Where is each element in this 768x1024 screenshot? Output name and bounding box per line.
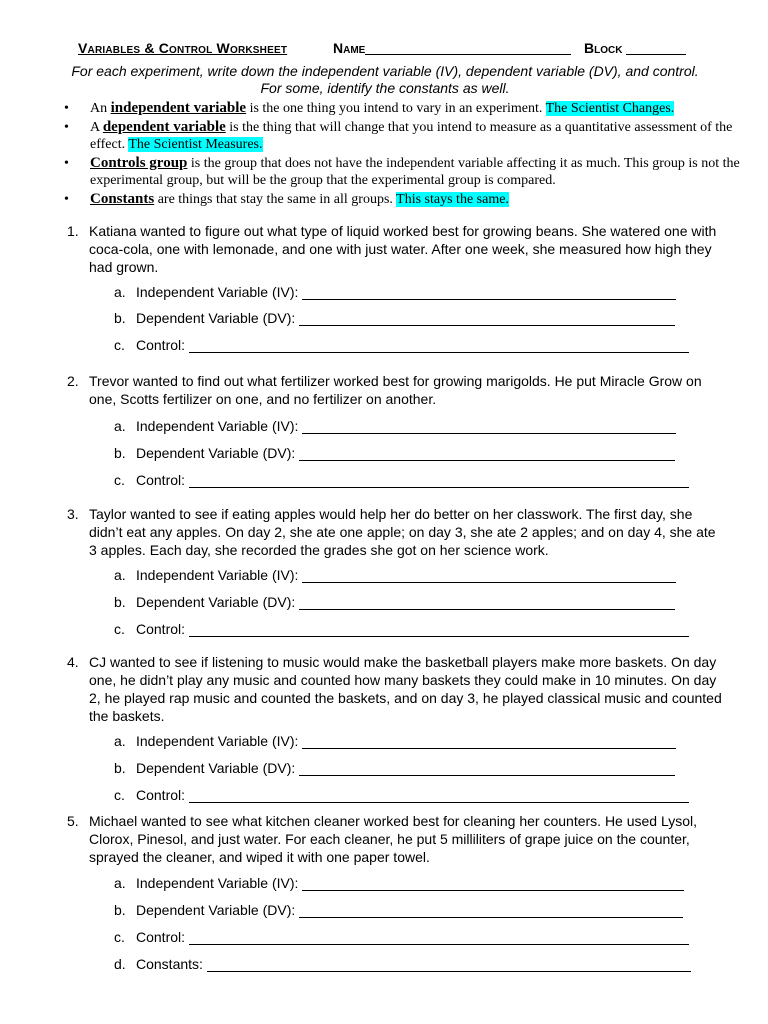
answer-blank[interactable] xyxy=(189,789,689,803)
question-number: 1. xyxy=(67,223,79,239)
item-letter: a. xyxy=(114,875,126,891)
item-label: Dependent Variable (DV): xyxy=(136,310,296,326)
item-letter: b. xyxy=(114,445,126,461)
definition-term: independent variable xyxy=(110,100,247,116)
answer-iv xyxy=(114,732,676,750)
definition-item xyxy=(62,119,742,154)
question-number: 2. xyxy=(67,373,79,389)
instructions-line-2: For some, identify the constants as well. xyxy=(260,80,510,96)
item-letter: c. xyxy=(114,337,125,353)
question-number: 5. xyxy=(67,813,79,829)
question-1 xyxy=(67,222,727,276)
item-letter: c. xyxy=(114,787,125,803)
block-field[interactable] xyxy=(584,40,686,56)
definition-prefix: A xyxy=(90,119,103,135)
answer-iv xyxy=(114,283,676,301)
item-label: Independent Variable (IV): xyxy=(136,875,299,891)
definition-highlight: This stays the same. xyxy=(396,191,509,207)
answer-blank[interactable] xyxy=(299,312,675,326)
answer-dv xyxy=(114,309,675,327)
item-label: Independent Variable (IV): xyxy=(136,567,299,583)
item-label: Dependent Variable (DV): xyxy=(136,760,296,776)
answer-control xyxy=(114,928,689,946)
answer-dv xyxy=(114,593,675,611)
block-blank[interactable] xyxy=(626,40,686,55)
answer-iv xyxy=(114,874,684,892)
instructions-line-1: For each experiment, write down the independent variable (IV), dependent variable (DV), and control. xyxy=(71,63,699,79)
answer-blank[interactable] xyxy=(299,596,675,610)
definition-prefix: An xyxy=(90,101,111,116)
item-letter: b. xyxy=(114,594,126,610)
bullet-icon: • xyxy=(64,119,69,135)
answer-blank[interactable] xyxy=(207,958,691,972)
definition-term: Constants xyxy=(90,190,155,207)
answer-blank[interactable] xyxy=(302,569,676,583)
name-label: Name xyxy=(333,40,366,56)
definition-term: dependent variable xyxy=(102,118,226,135)
worksheet-title: Variables & Control Worksheet xyxy=(78,40,288,56)
item-label: Constants: xyxy=(136,956,203,972)
item-letter: a. xyxy=(114,284,126,300)
answer-control xyxy=(114,336,689,354)
definition-item xyxy=(62,100,742,118)
question-number: 4. xyxy=(67,654,79,670)
item-letter: c. xyxy=(114,621,125,637)
item-letter: c. xyxy=(114,929,125,945)
item-letter: a. xyxy=(114,418,126,434)
answer-blank[interactable] xyxy=(302,735,676,749)
item-label: Dependent Variable (DV): xyxy=(136,902,296,918)
answer-blank[interactable] xyxy=(189,931,689,945)
answer-control xyxy=(114,620,689,638)
instructions xyxy=(40,63,730,97)
question-2 xyxy=(67,372,727,408)
item-letter: b. xyxy=(114,310,126,326)
answer-blank[interactable] xyxy=(189,474,689,488)
question-text: CJ wanted to see if listening to music would make the basketball players make more baskets. On day one, he didn’t play any music and counted how many baskets they could make in 10 minutes. On day 2, he played rap music and counted the baskets, and on day 3, he played classical music and counted the baskets. xyxy=(89,654,722,724)
item-label: Independent Variable (IV): xyxy=(136,733,299,749)
question-number: 3. xyxy=(67,506,79,522)
answer-iv xyxy=(114,566,676,584)
answer-control xyxy=(114,471,689,489)
answer-blank[interactable] xyxy=(299,447,675,461)
bullet-icon: • xyxy=(64,191,69,207)
question-text: Taylor wanted to see if eating apples would help her do better on her classwork. The first day, she didn’t eat any apples. On day 2, she ate one apple; on day 3, she ate 2 apples; and on day 4, she ate 3 apples. Each day, she recorded the grades she got on her science work. xyxy=(89,506,716,558)
answer-blank[interactable] xyxy=(299,762,675,776)
item-letter: b. xyxy=(114,760,126,776)
answer-blank[interactable] xyxy=(299,904,683,918)
question-text: Katiana wanted to figure out what type of liquid worked best for growing beans. She watered one with coca-cola, one with lemonade, and one with just water. After one week, she measured how high they had grown. xyxy=(89,223,717,275)
item-label: Control: xyxy=(136,787,186,803)
question-text: Michael wanted to see what kitchen cleaner worked best for cleaning her counters. He used Lysol, Clorox, Pinesol, and just water. For each cleaner, he put 5 milliliters of grape juice on the counter, sprayed the cleaner, and wiped it with one paper towel. xyxy=(89,813,698,865)
item-label: Control: xyxy=(136,472,186,488)
item-letter: d. xyxy=(114,956,126,972)
item-label: Control: xyxy=(136,621,186,637)
item-letter: a. xyxy=(114,733,126,749)
answer-blank[interactable] xyxy=(302,877,684,891)
item-label: Control: xyxy=(136,337,186,353)
question-5 xyxy=(67,812,727,866)
item-label: Dependent Variable (DV): xyxy=(136,594,296,610)
item-letter: b. xyxy=(114,902,126,918)
definition-text: is the one thing you intend to vary in an experiment. xyxy=(246,101,546,116)
definition-term: Controls group xyxy=(90,154,188,171)
bullet-icon: • xyxy=(64,101,69,116)
answer-dv xyxy=(114,444,675,462)
answer-dv xyxy=(114,901,683,919)
item-label: Independent Variable (IV): xyxy=(136,418,299,434)
answer-iv xyxy=(114,417,676,435)
block-label: Block xyxy=(584,40,623,56)
item-label: Control: xyxy=(136,929,186,945)
definition-text: is the thing that will change that you intend to measure as a quantitative assessment of the effect. xyxy=(90,119,733,152)
definition-item xyxy=(62,191,742,209)
bullet-icon: • xyxy=(64,155,69,171)
answer-dv xyxy=(114,759,675,777)
item-letter: a. xyxy=(114,567,126,583)
answer-blank[interactable] xyxy=(189,623,689,637)
definition-text: are things that stay the same in all groups. xyxy=(154,191,397,207)
definition-item xyxy=(62,155,742,190)
item-letter: c. xyxy=(114,472,125,488)
name-field[interactable] xyxy=(333,40,571,56)
question-3 xyxy=(67,505,727,559)
answer-constants xyxy=(114,955,691,973)
item-label: Dependent Variable (DV): xyxy=(136,445,296,461)
answer-blank[interactable] xyxy=(302,286,676,300)
answer-blank[interactable] xyxy=(302,420,676,434)
name-blank[interactable] xyxy=(365,40,571,55)
answer-blank[interactable] xyxy=(189,339,689,353)
definition-text: is the group that does not have the independent variable affecting it as much. This group is not the experimental group, but will be the group that the experimental group is compared. xyxy=(90,155,740,188)
definitions-list xyxy=(62,100,742,209)
definition-highlight: The Scientist Measures. xyxy=(128,137,263,152)
item-label: Independent Variable (IV): xyxy=(136,284,299,300)
question-4 xyxy=(67,653,727,725)
definition-highlight: The Scientist Changes. xyxy=(545,101,675,116)
question-text: Trevor wanted to find out what fertilizer worked best for growing marigolds. He put Miracle Grow on one, Scotts fertilizer on one, and no fertilizer on another. xyxy=(89,373,702,407)
answer-control xyxy=(114,786,689,804)
